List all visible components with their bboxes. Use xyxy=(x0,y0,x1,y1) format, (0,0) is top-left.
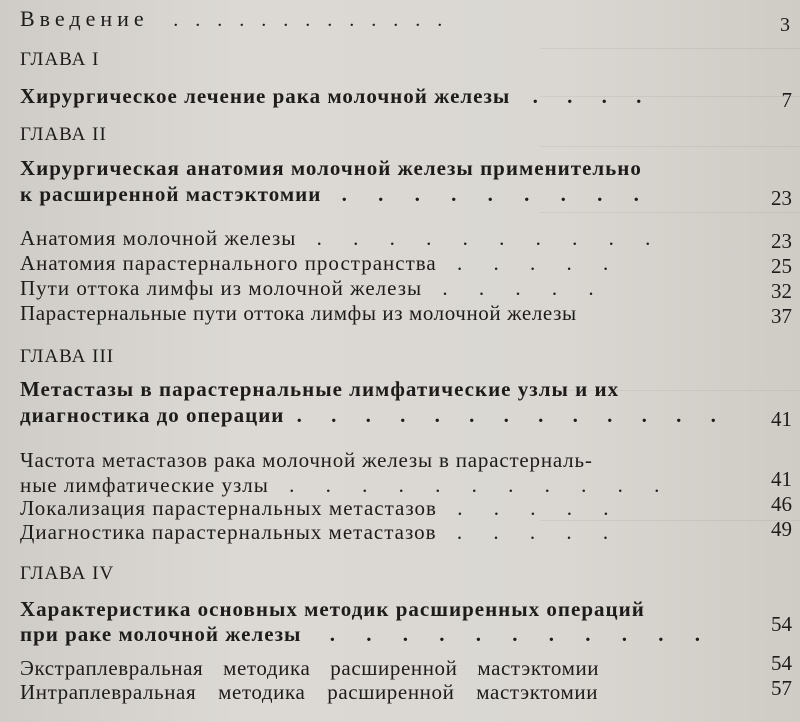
toc-intro-title: Введение xyxy=(20,6,149,31)
toc-item-text: Частота метастазов рака молочной железы в парастерналь- xyxy=(20,448,593,472)
bleed-line xyxy=(540,48,800,49)
chapter-title-line xyxy=(20,622,713,647)
toc-item-text: ные лимфатические узлы xyxy=(20,473,269,497)
leader-dots: . . . . . xyxy=(456,251,622,275)
chapter-title-line: Хирургическая анатомия молочной железы применительно xyxy=(20,156,642,180)
page-number: 54 xyxy=(771,651,792,675)
toc-intro-page: 3 xyxy=(780,14,790,36)
bleed-line xyxy=(540,146,800,147)
page-number: 7 xyxy=(781,88,792,112)
page-number: 23 xyxy=(771,186,792,210)
chapter-title-text: к расширенной мастэктомии xyxy=(20,182,322,206)
leader-dots: . . . . . . . . . . . xyxy=(329,622,713,646)
leader-dots: . . . . . xyxy=(456,520,622,544)
bleed-line xyxy=(540,212,800,213)
toc-item xyxy=(20,448,593,473)
toc-item xyxy=(20,656,599,681)
toc-item xyxy=(20,251,621,276)
toc-intro xyxy=(20,6,448,32)
toc-item xyxy=(20,301,577,326)
page-number: 25 xyxy=(771,254,792,278)
chapter-title-line xyxy=(20,403,728,428)
page-number: 54 xyxy=(771,612,792,636)
chapter-title-line: Метастазы в парастернальные лимфатические узлы и их xyxy=(20,377,620,401)
toc-item-text: Пути оттока лимфы из молочной железы xyxy=(20,276,423,300)
chapter-title-text: диагностика до операции xyxy=(20,403,285,427)
leader-dots: . . . . . xyxy=(457,496,622,520)
leader-dots: . . . . . . . . . . . . . xyxy=(296,403,728,427)
toc-item-text: Парастернальные пути оттока лимфы из молочной железы xyxy=(20,301,577,325)
toc-item xyxy=(20,520,621,545)
chapter-title-line xyxy=(20,182,652,207)
chapter-heading: ГЛАВА IV xyxy=(20,563,115,584)
leader-dots: . . . . . . . . . . . xyxy=(289,473,673,497)
toc-item-text: Анатомия парастернального пространства xyxy=(20,251,437,275)
leader-dots: . . . . xyxy=(532,84,654,108)
page-number: 32 xyxy=(771,279,792,303)
page-number: 46 xyxy=(771,492,792,516)
toc-item-text: Диагностика парастернальных метастазов xyxy=(20,520,437,544)
chapter-title-text: Хирургическое лечение рака молочной железы xyxy=(20,84,511,108)
chapter-heading: ГЛАВА III xyxy=(20,346,115,367)
chapter-heading: ГЛАВА II xyxy=(20,124,107,145)
leader-dots: . . . . . . . . . . xyxy=(316,226,664,250)
page-number: 41 xyxy=(771,467,792,491)
leader-dots: . . . . . . . . . xyxy=(341,182,652,206)
page-number: 41 xyxy=(771,407,792,431)
page-number: 49 xyxy=(771,517,792,541)
toc-item-text: Локализация парастернальных метастазов xyxy=(20,496,437,520)
leader-dots: . . . . . . . . . . . . . xyxy=(173,9,449,31)
leader-dots: . . . . . xyxy=(442,276,607,300)
chapter-title-text: при раке молочной железы xyxy=(20,622,302,646)
page-number: 37 xyxy=(771,304,792,328)
chapter-title xyxy=(20,84,653,109)
toc-item xyxy=(20,276,607,301)
toc-item-text: Экстраплевральная методика расширенной мастэктомии xyxy=(20,656,600,680)
toc-item xyxy=(20,496,621,521)
toc-item-text: Интраплевральная методика расширенной мастэктомии xyxy=(20,680,599,704)
page-number: 57 xyxy=(771,676,792,700)
toc-item-text: Анатомия молочной железы xyxy=(20,226,297,250)
toc-item xyxy=(20,473,672,498)
chapter-heading: ГЛАВА I xyxy=(20,49,100,70)
toc-item xyxy=(20,680,598,705)
chapter-title-line: Характеристика основных методик расширенных операций xyxy=(20,597,645,621)
page-number: 23 xyxy=(771,229,792,253)
toc-item xyxy=(20,226,663,251)
